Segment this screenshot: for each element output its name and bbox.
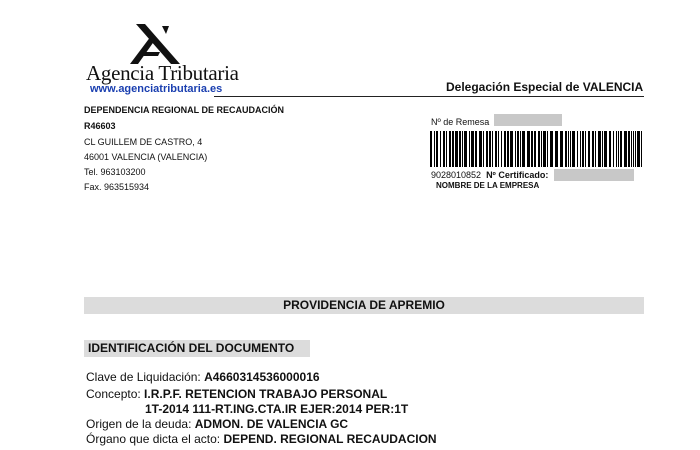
company-name: NOMBRE DE LA EMPRESA <box>436 181 540 190</box>
section-title: IDENTIFICACIÓN DEL DOCUMENTO <box>84 340 310 357</box>
origin-value: ADMON. DE VALENCIA GC <box>194 417 349 431</box>
header-divider <box>214 96 644 97</box>
settlement-field <box>86 370 320 385</box>
concept-value: I.R.P.F. RETENCION TRABAJO PERSONAL <box>144 387 388 401</box>
address-phone: Tel. 963103200 <box>84 167 146 177</box>
settlement-value: A4660314536000016 <box>204 370 320 384</box>
concept-value-continued: 1T-2014 111-RT.ING.CTA.IR EJER:2014 PER:1T <box>145 402 409 416</box>
dependency-name: DEPENDENCIA REGIONAL DE RECAUDACIÓN <box>84 105 285 115</box>
origin-field <box>86 417 348 432</box>
certificate-label: Nº Certificado: <box>486 170 549 180</box>
certificate-line <box>431 170 548 180</box>
agency-name: Agencia Tributaria <box>86 61 239 85</box>
remittance-label: Nº de Remesa <box>431 117 490 127</box>
address-fax: Fax. 963515934 <box>84 182 150 192</box>
organ-value: DEPEND. REGIONAL RECAUDACION <box>223 432 437 446</box>
document-title: PROVIDENCIA DE APREMIO <box>84 297 644 314</box>
address-street: CL GUILLEM DE CASTRO, 4 <box>84 137 203 147</box>
certificate-redacted <box>554 169 634 181</box>
concept-label: Concepto: <box>86 387 141 401</box>
remittance-redacted <box>494 114 562 126</box>
agency-url-link[interactable]: www.agenciatributaria.es <box>90 83 223 95</box>
organ-label: Órgano que dicta el acto: <box>86 432 221 446</box>
organ-field <box>86 432 437 447</box>
agency-logo-icon <box>128 22 182 66</box>
settlement-label: Clave de Liquidación: <box>86 370 201 384</box>
address-city: 46001 VALENCIA (VALENCIA) <box>84 152 208 162</box>
delegation-title: Delegación Especial de VALENCIA <box>446 80 644 94</box>
dependency-code: R46603 <box>84 121 116 131</box>
concept-field <box>86 387 387 402</box>
origin-label: Origen de la deuda: <box>86 417 192 431</box>
barcode-icon <box>430 131 643 167</box>
barcode-number: 9028010852 <box>431 170 482 180</box>
